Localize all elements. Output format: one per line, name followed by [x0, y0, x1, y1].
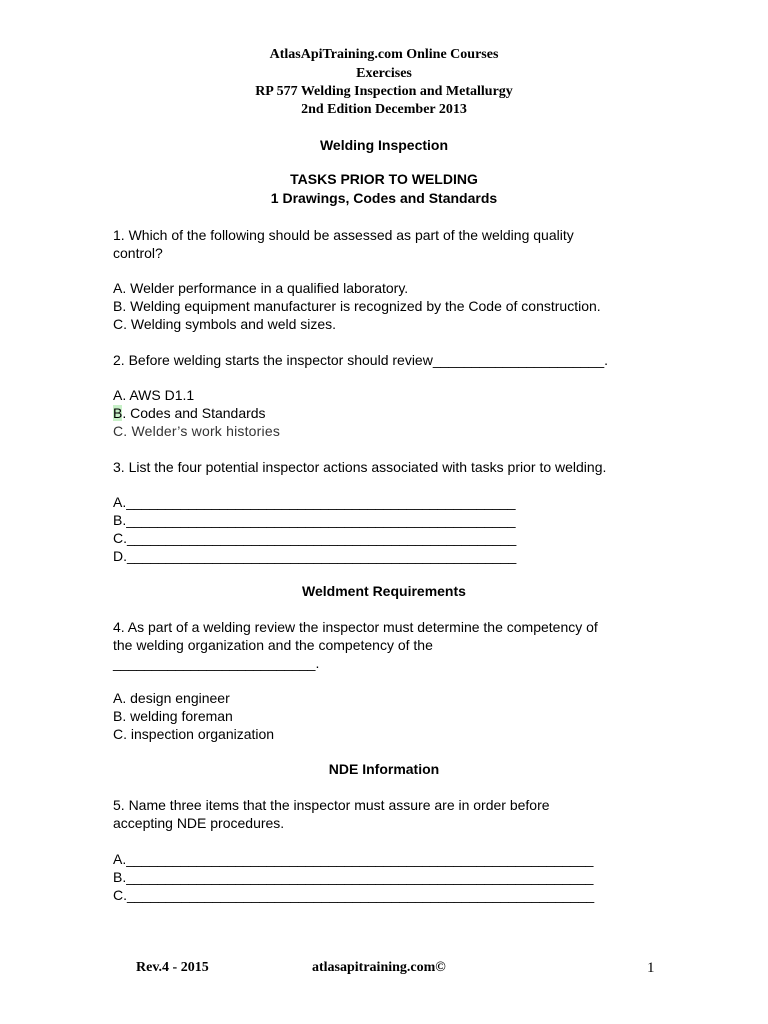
question-1-option-c: C. Welding symbols and weld sizes.: [113, 316, 337, 332]
question-4-option-c: C. inspection organization: [113, 726, 275, 742]
header-edition: 2nd Edition December 2013: [301, 102, 467, 117]
header-subtitle: Exercises: [356, 66, 412, 81]
question-5-blank-b: B.____________________________________________________________: [113, 869, 594, 885]
question-3-blank-d: D.__________________________________________________: [113, 548, 517, 564]
question-1-option-b: B. Welding equipment manufacturer is recognized by the Code of construction.: [113, 298, 601, 314]
question-5-line2: accepting NDE procedures.: [113, 815, 285, 831]
header-course: RP 577 Welding Inspection and Metallurgy: [255, 84, 513, 99]
question-3: 3. List the four potential inspector actions associated with tasks prior to welding.: [113, 459, 607, 475]
subsection-drawings: 1 Drawings, Codes and Standards: [270, 190, 498, 206]
question-5-line1: 5. Name three items that the inspector must assure are in order before: [113, 797, 550, 813]
question-4-line3: __________________________.: [113, 655, 320, 671]
footer-site: atlasapitraining.com©: [312, 960, 446, 975]
answer-highlight: B: [113, 405, 123, 421]
question-3-blank-c: C.__________________________________________________: [113, 530, 517, 546]
tasks-title: TASKS PRIOR TO WELDING: [290, 171, 478, 187]
question-2-option-b: [113, 404, 266, 422]
header-title: AtlasApiTraining.com Online Courses: [269, 47, 499, 62]
section-title: Welding Inspection: [319, 137, 449, 153]
question-1-line2: control?: [113, 245, 163, 261]
question-2-option-a: A. AWS D1.1: [113, 387, 195, 403]
question-4-line1: 4. As part of a welding review the inspector must determine the competency of: [113, 619, 598, 635]
question-4-line2: the welding organization and the competency of the: [113, 637, 433, 653]
question-4-option-b: B. welding foreman: [113, 708, 233, 724]
footer-revision: Rev.4 - 2015: [136, 960, 209, 975]
question-4-option-a: A. design engineer: [113, 690, 230, 706]
question-2-option-b-text: . Codes and Standards: [122, 405, 266, 421]
question-1-option-a: A. Welder performance in a qualified laboratory.: [113, 280, 409, 296]
question-5-blank-c: C.____________________________________________________________: [113, 887, 595, 903]
question-3-blank-b: B.__________________________________________________: [113, 512, 516, 528]
subsection-weldment: Weldment Requirements: [302, 583, 466, 599]
question-2-option-c: C. Welder’s work histories: [113, 423, 281, 439]
question-2: 2. Before welding starts the inspector should review______________________.: [113, 352, 609, 368]
page-number: 1: [647, 960, 655, 976]
subsection-nde: NDE Information: [328, 761, 440, 777]
question-5-blank-a: A.____________________________________________________________: [113, 851, 594, 867]
question-3-blank-a: A.__________________________________________________: [113, 494, 516, 510]
question-1-line1: 1. Which of the following should be assessed as part of the welding quality: [113, 227, 574, 243]
